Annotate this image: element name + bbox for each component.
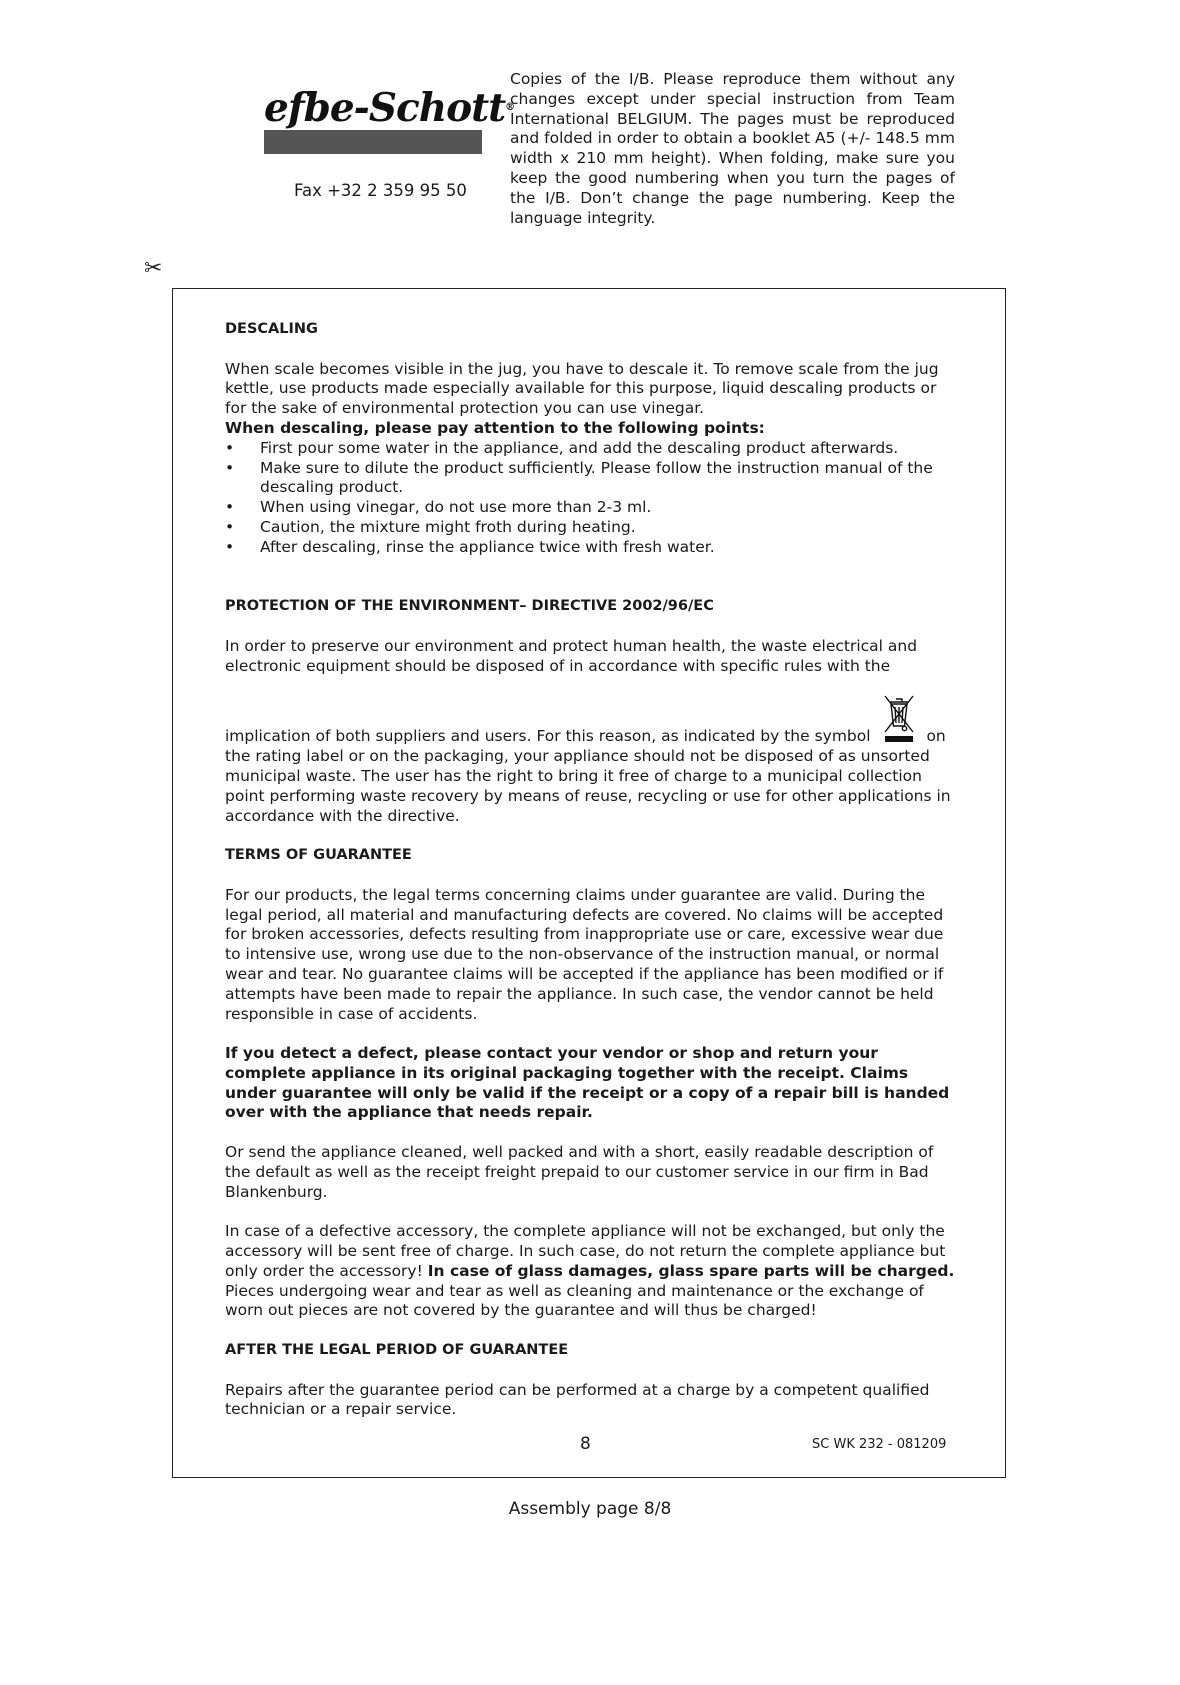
logo-wordmark: efbe-Schott® xyxy=(264,85,515,131)
list-item: • When using vinegar, do not use more than 2-3 ml. xyxy=(225,498,957,518)
crossed-out-wheelie-bin-icon xyxy=(879,692,919,744)
guarantee-defect-notice: If you detect a defect, please contact your vendor or shop and return your complete appliance in its original packaging together with the receipt. Claims under guarantee will only be valid if the receipt or a copy of a repair bill is handed over with the appliance that needs repair. xyxy=(225,1044,950,1122)
descaling-bullet-list xyxy=(225,439,957,558)
environment-heading: PROTECTION OF THE ENVIRONMENT– DIRECTIVE 2002/96/EC xyxy=(225,598,714,615)
registered-mark: ® xyxy=(505,102,515,113)
list-item: • Caution, the mixture might froth during heating. xyxy=(225,518,957,538)
guarantee-paragraph-1: For our products, the legal terms concerning claims under guarantee are valid. During the legal period, all material and manufacturing defects are covered. No claims will be accepted for broken accessories, defects resulting from inappropriate use or care, excessive wear due to intensive use, wrong use due to the non-observance of the instruction manual, or normal wear and tear. No guarantee claims will be accepted if the appliance has been modified or if attempts have been made to repair the appliance. In such case, the vendor cannot be held responsible in case of accidents. xyxy=(225,885,944,1023)
list-item: • Make sure to dilute the product sufficiently. Please follow the instruction manual of the descaling product. xyxy=(225,459,957,499)
guarantee-paragraph-3: Or send the appliance cleaned, well packed and with a short, easily readable description of the default as well as the receipt freight prepaid to our customer service in our firm in Bad Blankenburg. xyxy=(225,1143,934,1201)
scissors-icon: ✂ xyxy=(144,256,163,281)
environment-paragraph-2: implication of both suppliers and users. For this reason, as indicated by the symbol on the rating label or on the packaging, your appliance should not be disposed of as unsorted municipal waste. The user has the right to bring it free of charge to a municipal collection point performing waste recovery by means of reuse, recycling or use for other applications in accordance with the directive. xyxy=(225,692,957,826)
page-number: 8 xyxy=(580,1434,591,1454)
glass-damage-notice: In case of glass damages, glass spare parts will be charged. xyxy=(427,1261,955,1280)
environment-paragraph-1: In order to preserve our environment and protect human health, the waste electrical and electronic equipment should be disposed of in accordance with specific rules with the xyxy=(225,636,918,675)
copies-instruction: Copies of the I/B. Please reproduce them without any changes except under special instruction from Team International BELGIUM. The pages must be reproduced and folded in order to obtain a booklet A5 (+/- 148.5 mm width x 210 mm height). When folding, make sure you keep the good numbering when you turn the pages of the I/B. Don’t change the page numbering. Keep the language integrity. xyxy=(510,70,955,227)
descaling-intro: When scale becomes visible in the jug, you have to descale it. To remove scale from the jug kettle, use products made especially available for this purpose, liquid descaling products or for the sake of environmental protection you can use vinegar. xyxy=(225,359,939,418)
document-code: SC WK 232 - 081209 xyxy=(812,1437,947,1452)
logo-bar xyxy=(264,130,482,154)
list-item: • First pour some water in the appliance, and add the descaling product afterwards. xyxy=(225,439,957,459)
guarantee-paragraph-4: In case of a defective accessory, the complete appliance will not be exchanged, but only the accessory will be sent free of charge. In such case, do not return the complete appliance but only order the accessory! In case of glass damages, glass spare parts will be charged. Pieces undergoing wear and tear as well as cleaning and maintenance or the exchange of worn out pieces are not covered by the guarantee and will thus be charged! xyxy=(225,1222,955,1320)
after-guarantee-paragraph: Repairs after the guarantee period can be performed at a charge by a competent qualified technician or a repair service. xyxy=(225,1380,930,1419)
assembly-page-label: Assembly page 8/8 xyxy=(508,1499,672,1519)
list-item: • After descaling, rinse the appliance twice with fresh water. xyxy=(225,538,957,558)
brand-logo xyxy=(264,85,515,154)
after-guarantee-heading: AFTER THE LEGAL PERIOD OF GUARANTEE xyxy=(225,1342,569,1359)
page-content xyxy=(225,320,957,1420)
descaling-heading: DESCALING xyxy=(225,321,318,337)
descaling-attention: When descaling, please pay attention to the following points: xyxy=(225,418,765,437)
fax-number: Fax +32 2 359 95 50 xyxy=(294,181,467,200)
guarantee-heading: TERMS OF GUARANTEE xyxy=(225,847,412,864)
